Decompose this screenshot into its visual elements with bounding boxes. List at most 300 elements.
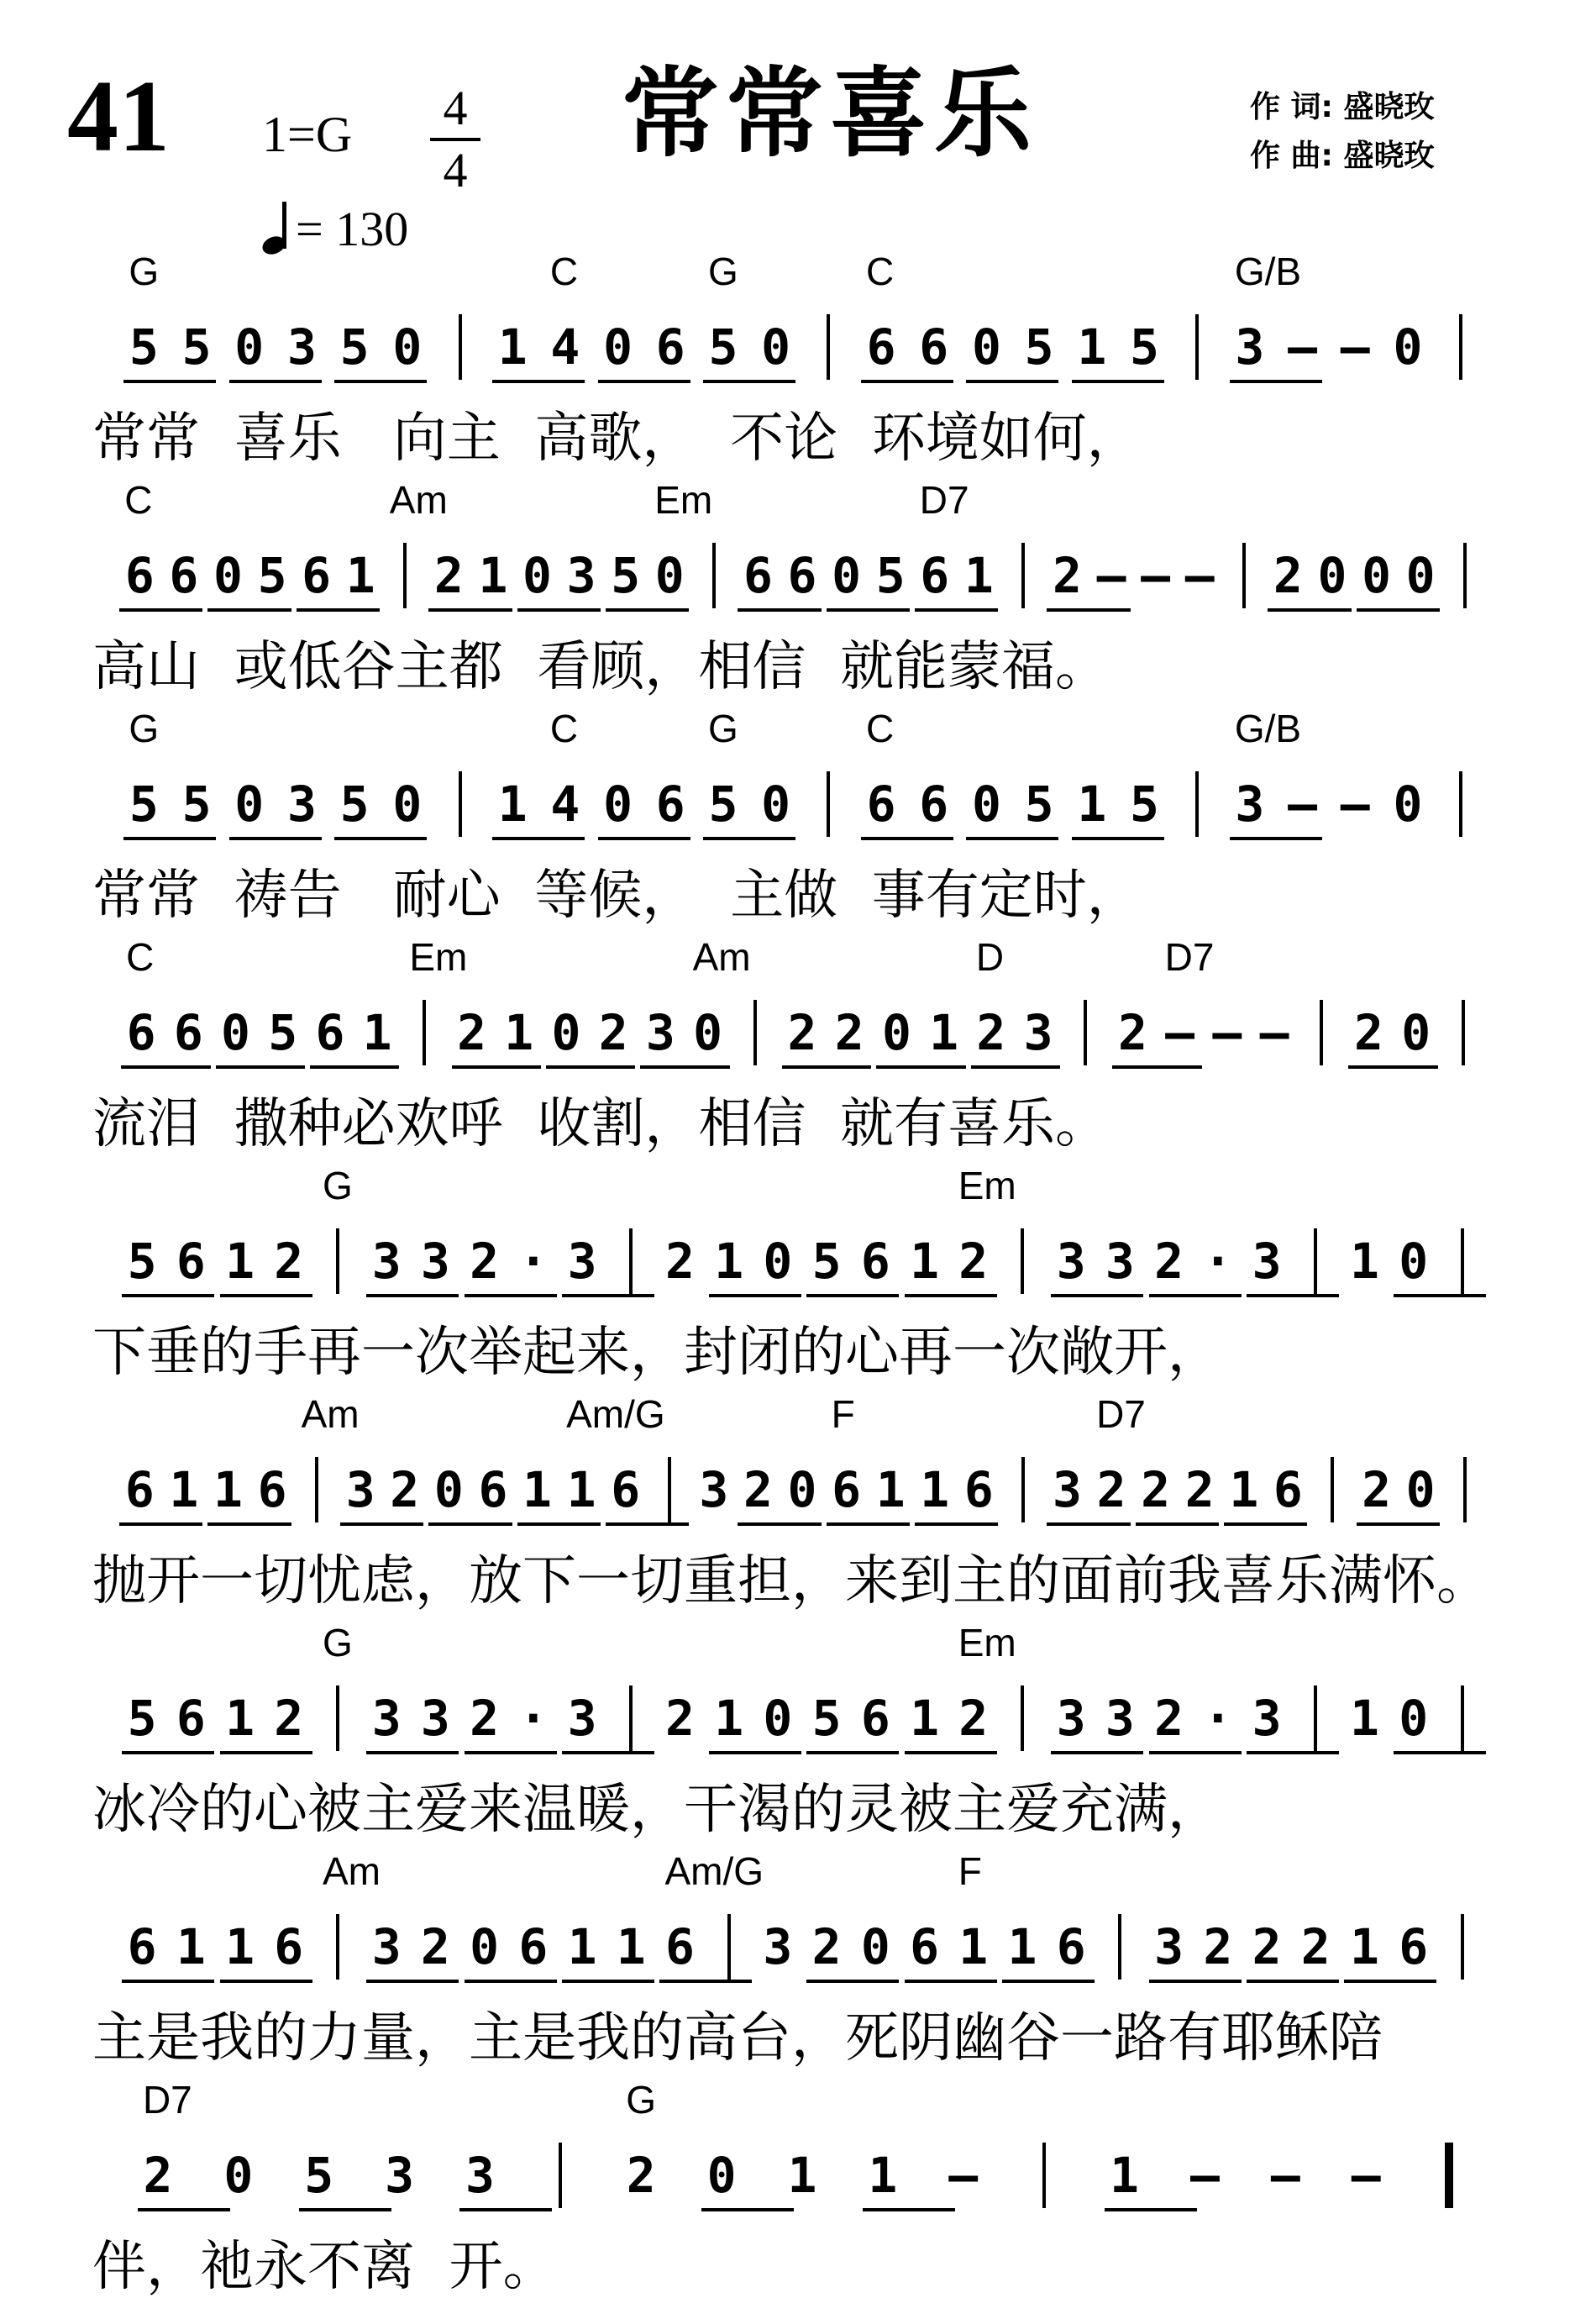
notes-row bbox=[0, 306, 1596, 390]
beam bbox=[310, 1065, 399, 1069]
beam bbox=[297, 608, 380, 612]
beam bbox=[703, 837, 795, 840]
note: 2 bbox=[1184, 1461, 1215, 1518]
note: 1 bbox=[875, 1461, 906, 1518]
beam bbox=[229, 837, 322, 840]
note: 2 bbox=[664, 1233, 695, 1290]
barline bbox=[1195, 771, 1199, 837]
beam bbox=[1357, 608, 1440, 612]
rest: 0 bbox=[971, 776, 1001, 833]
note: 2 bbox=[433, 547, 464, 604]
beam bbox=[216, 1065, 305, 1069]
barline bbox=[1463, 1457, 1467, 1522]
note: 2 bbox=[143, 2147, 173, 2204]
note: 2 bbox=[470, 1233, 500, 1290]
rest: 0 bbox=[1405, 1461, 1436, 1518]
note: 3 bbox=[699, 1461, 729, 1518]
rest: 0 bbox=[706, 2147, 737, 2204]
beam bbox=[1149, 1751, 1242, 1754]
beam bbox=[905, 1294, 997, 1297]
beam bbox=[452, 1065, 541, 1069]
note: 2 bbox=[420, 1918, 450, 1975]
chord-symbol: Em bbox=[409, 935, 468, 979]
rest: 0 bbox=[763, 1690, 793, 1747]
barline bbox=[1461, 1914, 1464, 1980]
dash-sustain: – bbox=[1340, 318, 1370, 376]
note: 1 bbox=[1110, 2147, 1139, 2204]
note: 6 bbox=[257, 1461, 287, 1518]
note: 6 bbox=[919, 776, 949, 833]
dash-sustain: – bbox=[1184, 547, 1215, 604]
beam bbox=[827, 608, 910, 612]
notes-row bbox=[0, 1677, 1596, 1761]
note: 5 bbox=[811, 1233, 842, 1290]
chord-symbol: C bbox=[549, 707, 579, 750]
note: 1 bbox=[522, 1461, 552, 1518]
note: 2 bbox=[1141, 1461, 1171, 1518]
beam bbox=[1230, 380, 1322, 383]
rest: 0 bbox=[693, 1004, 723, 1061]
note: 6 bbox=[478, 1461, 508, 1518]
note: 1 bbox=[1077, 776, 1107, 833]
note: 6 bbox=[611, 1461, 641, 1518]
barline bbox=[336, 1685, 339, 1751]
beam bbox=[1136, 1522, 1219, 1526]
rest: 0 bbox=[1405, 547, 1436, 604]
beam bbox=[428, 1522, 512, 1526]
time-signature bbox=[430, 81, 480, 198]
note: 5 bbox=[127, 1690, 157, 1747]
note: 2 bbox=[664, 1690, 695, 1747]
chord-symbol: C bbox=[866, 707, 895, 750]
note: 6 bbox=[169, 547, 199, 604]
beam bbox=[1224, 1522, 1307, 1526]
beam bbox=[1268, 608, 1351, 612]
chord-symbol: G bbox=[322, 1621, 353, 1664]
barline bbox=[1461, 1685, 1464, 1751]
note: 3 bbox=[763, 1918, 793, 1975]
beam bbox=[334, 380, 427, 383]
beam bbox=[1357, 1522, 1440, 1526]
note: 1 bbox=[567, 1918, 597, 1975]
note: 1 bbox=[1077, 318, 1107, 376]
lyric-line: 主是我的力量，主是我的高台，死阴幽谷一路有耶稣陪 bbox=[92, 2007, 1383, 2069]
note: 1 bbox=[213, 1461, 243, 1518]
note: 3 bbox=[371, 1690, 402, 1747]
note: 6 bbox=[866, 318, 896, 376]
barline bbox=[336, 1914, 339, 1980]
note: 1 bbox=[497, 318, 528, 376]
quarter-note-icon bbox=[262, 202, 287, 254]
barline bbox=[827, 314, 830, 380]
lyric-line: 抛开一切忧虑，放下一切重担，来到主的面前我喜乐满怀。 bbox=[92, 1550, 1490, 1612]
beam bbox=[709, 1294, 801, 1297]
note: 1 bbox=[963, 547, 994, 604]
beam bbox=[709, 1751, 801, 1754]
time-signature-top: 4 bbox=[443, 81, 468, 135]
chord-symbol: Am bbox=[692, 935, 751, 979]
barline bbox=[1314, 1685, 1317, 1751]
note: 3 bbox=[566, 547, 596, 604]
chord-symbol: Am bbox=[301, 1392, 360, 1436]
rest: 0 bbox=[392, 318, 423, 376]
note: 5 bbox=[708, 776, 738, 833]
beam bbox=[1112, 1065, 1201, 1069]
dash-sustain: – bbox=[1288, 318, 1318, 376]
note: · bbox=[1203, 1690, 1233, 1747]
note: 5 bbox=[811, 1690, 842, 1747]
barline bbox=[403, 543, 407, 608]
beam bbox=[876, 1065, 965, 1069]
barline bbox=[1459, 771, 1462, 837]
chord-symbol: D7 bbox=[1096, 1392, 1146, 1436]
note: 3 bbox=[645, 1004, 675, 1061]
barline bbox=[1021, 1457, 1025, 1522]
note: 2 bbox=[958, 1233, 989, 1290]
note: 2 bbox=[1354, 1004, 1383, 1061]
chord-symbol: G bbox=[707, 250, 738, 293]
beam bbox=[220, 1751, 312, 1754]
lyric-line: 下垂的手再一次举起来，封闭的心再一次敞开， bbox=[92, 1322, 1221, 1384]
beam bbox=[1247, 1751, 1339, 1754]
dash-sustain: – bbox=[1340, 776, 1370, 833]
notes-row bbox=[0, 763, 1596, 847]
note: 3 bbox=[1235, 776, 1265, 833]
beam bbox=[966, 380, 1058, 383]
note: 3 bbox=[567, 1233, 597, 1290]
rest: 0 bbox=[551, 1004, 581, 1061]
beam bbox=[465, 1294, 557, 1297]
chord-symbol: D7 bbox=[142, 2078, 192, 2122]
note: 5 bbox=[339, 318, 370, 376]
notes-row bbox=[0, 1906, 1596, 1990]
note: 1 bbox=[1349, 1233, 1379, 1290]
note: 1 bbox=[958, 1918, 989, 1975]
rest: 0 bbox=[1393, 776, 1423, 833]
tempo-marking bbox=[262, 202, 408, 254]
barline bbox=[459, 314, 462, 380]
note: 5 bbox=[1024, 318, 1054, 376]
song-title: 常常喜乐 bbox=[622, 57, 1038, 171]
chord-row bbox=[0, 1623, 1596, 1674]
composer-credit: 作 曲: 盛晓玫 bbox=[1250, 139, 1435, 173]
rest: 0 bbox=[470, 1918, 500, 1975]
note: 6 bbox=[1056, 1918, 1086, 1975]
beam bbox=[562, 1294, 654, 1297]
rest: 0 bbox=[787, 1461, 817, 1518]
chord-symbol: D7 bbox=[1164, 935, 1215, 979]
note: 3 bbox=[1023, 1004, 1053, 1061]
note: 5 bbox=[1130, 318, 1159, 376]
beam bbox=[220, 1980, 312, 1983]
rest: 0 bbox=[860, 1918, 890, 1975]
beam bbox=[366, 1980, 459, 1983]
barline bbox=[1021, 1685, 1024, 1751]
note: 6 bbox=[655, 318, 685, 376]
chord-symbol: Am/G bbox=[566, 1392, 665, 1436]
note: 6 bbox=[173, 1004, 203, 1061]
beam bbox=[220, 1294, 312, 1297]
rest: 0 bbox=[761, 318, 791, 376]
note: 2 bbox=[1203, 1918, 1233, 1975]
beam bbox=[517, 1522, 601, 1526]
barline bbox=[1242, 543, 1246, 608]
note: 5 bbox=[257, 547, 287, 604]
note: 2 bbox=[1053, 547, 1082, 604]
note: 6 bbox=[860, 1690, 890, 1747]
beam bbox=[366, 1294, 459, 1297]
lyric-line: 常常 祷告 耐心 等候， 主做 事有定时， bbox=[92, 865, 1141, 927]
rest: 0 bbox=[234, 318, 265, 376]
dash-sustain: – bbox=[1288, 776, 1318, 833]
chord-symbol: C bbox=[124, 478, 153, 522]
note: 6 bbox=[1273, 1461, 1303, 1518]
note: 6 bbox=[124, 1461, 155, 1518]
beam bbox=[971, 1065, 1060, 1069]
note: 1 bbox=[504, 1004, 534, 1061]
beam bbox=[138, 2208, 230, 2211]
note: 3 bbox=[371, 1233, 402, 1290]
beam bbox=[738, 608, 821, 612]
note: 5 bbox=[268, 1004, 298, 1061]
note: 1 bbox=[1007, 1918, 1037, 1975]
note: 6 bbox=[518, 1918, 549, 1975]
note: 3 bbox=[420, 1233, 450, 1290]
beam bbox=[229, 380, 322, 383]
note: 2 bbox=[457, 1004, 486, 1061]
rest: 0 bbox=[234, 776, 265, 833]
beam bbox=[562, 1751, 654, 1754]
chord-row bbox=[0, 935, 1596, 988]
barline bbox=[423, 1000, 426, 1065]
beam bbox=[207, 1522, 291, 1526]
beam bbox=[1247, 1294, 1339, 1297]
note: 5 bbox=[127, 1233, 157, 1290]
beam bbox=[1047, 1522, 1130, 1526]
rest: 0 bbox=[603, 318, 633, 376]
chord-row bbox=[0, 1166, 1596, 1217]
beam bbox=[428, 608, 512, 612]
beam bbox=[119, 1522, 202, 1526]
note: 4 bbox=[550, 776, 580, 833]
beam bbox=[1230, 837, 1322, 840]
note: 5 bbox=[129, 318, 159, 376]
chord-symbol: G bbox=[626, 2078, 657, 2122]
note: 3 bbox=[1105, 1690, 1135, 1747]
beam bbox=[465, 1751, 557, 1754]
note: 6 bbox=[315, 1004, 345, 1061]
note: 6 bbox=[176, 1233, 206, 1290]
beam bbox=[606, 608, 689, 612]
note: 1 bbox=[566, 1461, 596, 1518]
note: 6 bbox=[743, 547, 773, 604]
note: 1 bbox=[1229, 1461, 1259, 1518]
note: 1 bbox=[714, 1233, 744, 1290]
beam bbox=[905, 1980, 997, 1983]
rest: 0 bbox=[213, 547, 243, 604]
chord-row bbox=[0, 1392, 1596, 1445]
barline bbox=[1462, 1000, 1465, 1065]
beam bbox=[1394, 1294, 1486, 1297]
beam bbox=[492, 380, 585, 383]
note: 6 bbox=[124, 547, 155, 604]
beam bbox=[806, 1980, 899, 1983]
barline bbox=[1042, 2143, 1046, 2208]
barline bbox=[1021, 1228, 1024, 1294]
note: 3 bbox=[1053, 1461, 1082, 1518]
beam bbox=[861, 837, 953, 840]
notes-row bbox=[0, 1220, 1596, 1304]
dash-sustain: – bbox=[1165, 1004, 1195, 1061]
note: 2 bbox=[1117, 1004, 1147, 1061]
note: 2 bbox=[1273, 547, 1303, 604]
barline bbox=[1461, 1228, 1464, 1294]
dash-sustain: – bbox=[948, 2147, 979, 2204]
beam bbox=[915, 608, 998, 612]
beam bbox=[207, 608, 291, 612]
note: 1 bbox=[1349, 1918, 1379, 1975]
lyric-line: 伴，祂永不离 开。 bbox=[92, 2236, 557, 2298]
rest: 0 bbox=[522, 547, 552, 604]
lyric-line: 冰冷的心被主爱来温暖，干渴的灵被主爱充满， bbox=[92, 1779, 1221, 1841]
rest: 0 bbox=[761, 776, 791, 833]
note: 1 bbox=[714, 1690, 744, 1747]
note: 3 bbox=[1056, 1233, 1086, 1290]
note: 6 bbox=[176, 1690, 206, 1747]
beam bbox=[701, 2208, 794, 2211]
note: 5 bbox=[708, 318, 738, 376]
beam bbox=[1072, 380, 1164, 383]
note: 6 bbox=[274, 1918, 304, 1975]
barline bbox=[1021, 543, 1025, 608]
note: 3 bbox=[465, 2147, 495, 2204]
note: 1 bbox=[225, 1690, 255, 1747]
chord-row bbox=[0, 478, 1596, 531]
note: 6 bbox=[126, 1004, 156, 1061]
note: 5 bbox=[129, 776, 159, 833]
note: · bbox=[518, 1233, 549, 1290]
tempo-value: = 130 bbox=[296, 202, 409, 256]
beam bbox=[703, 380, 795, 383]
beam bbox=[827, 1522, 910, 1526]
note: 1 bbox=[910, 1690, 939, 1747]
beam bbox=[1051, 1751, 1143, 1754]
note: 5 bbox=[611, 547, 641, 604]
note: 2 bbox=[787, 1004, 817, 1061]
note: 1 bbox=[868, 2147, 898, 2204]
rest: 0 bbox=[1393, 318, 1423, 376]
note: 1 bbox=[362, 1004, 392, 1061]
beam bbox=[1072, 837, 1164, 840]
beam bbox=[659, 1980, 752, 1983]
rest: 0 bbox=[881, 1004, 911, 1061]
key-signature: 1=G bbox=[262, 107, 353, 162]
beam bbox=[861, 380, 953, 383]
chord-symbol: Am bbox=[322, 1849, 381, 1893]
chord-symbol: Am bbox=[389, 478, 448, 522]
note: 2 bbox=[274, 1233, 304, 1290]
rest: 0 bbox=[1399, 1233, 1429, 1290]
rest: 0 bbox=[221, 1004, 250, 1061]
rest: 0 bbox=[392, 776, 423, 833]
notes-row bbox=[0, 534, 1596, 618]
chord-row bbox=[0, 2080, 1596, 2131]
dash-sustain: – bbox=[1141, 547, 1171, 604]
dash-sustain: – bbox=[1189, 2147, 1220, 2204]
note: 6 bbox=[860, 1233, 890, 1290]
note: 2 bbox=[390, 1461, 420, 1518]
beam bbox=[598, 380, 690, 383]
rest: 0 bbox=[433, 1461, 464, 1518]
note: 5 bbox=[181, 318, 212, 376]
chord-symbol: C bbox=[126, 935, 155, 979]
note: 1 bbox=[225, 1233, 255, 1290]
final-barline bbox=[1445, 2143, 1453, 2208]
note: 4 bbox=[550, 318, 580, 376]
note: 2 bbox=[470, 1690, 500, 1747]
beam bbox=[1149, 1980, 1242, 1983]
rest: 0 bbox=[1317, 547, 1347, 604]
barline bbox=[1084, 1000, 1087, 1065]
note: 3 bbox=[1154, 1918, 1184, 1975]
dash-sustain: – bbox=[1212, 1004, 1242, 1061]
chord-symbol: Em bbox=[654, 478, 713, 522]
chord-symbol: F bbox=[831, 1392, 855, 1436]
note: 2 bbox=[1252, 1918, 1282, 1975]
time-signature-bottom: 4 bbox=[443, 143, 468, 197]
beam bbox=[1348, 1065, 1437, 1069]
beam bbox=[366, 1751, 459, 1754]
chord-symbol: G bbox=[129, 250, 160, 293]
note: 6 bbox=[866, 776, 896, 833]
rest: 0 bbox=[603, 776, 633, 833]
chord-symbol: F bbox=[958, 1849, 982, 1893]
note: 6 bbox=[1399, 1918, 1429, 1975]
note: 1 bbox=[787, 2147, 817, 2204]
rest: 0 bbox=[971, 318, 1001, 376]
rest: 0 bbox=[1399, 1690, 1429, 1747]
beam bbox=[122, 1294, 214, 1297]
barline bbox=[559, 2143, 562, 2208]
barline bbox=[1463, 543, 1467, 608]
beam bbox=[915, 1522, 998, 1526]
beam bbox=[299, 2208, 391, 2211]
dash-sustain: – bbox=[1096, 547, 1126, 604]
beam bbox=[806, 1294, 899, 1297]
lyric-line: 流泪 撒种必欢呼 收割，相信 就有喜乐。 bbox=[92, 1093, 1110, 1155]
notes-row bbox=[0, 1449, 1596, 1533]
barline bbox=[315, 1457, 318, 1522]
note: 5 bbox=[1024, 776, 1054, 833]
beam bbox=[517, 608, 601, 612]
note: 3 bbox=[286, 776, 317, 833]
note: 3 bbox=[1252, 1233, 1282, 1290]
beam bbox=[546, 1065, 635, 1069]
note: 1 bbox=[225, 1918, 255, 1975]
note: 3 bbox=[371, 1918, 402, 1975]
barline bbox=[1314, 1228, 1317, 1294]
beam bbox=[465, 1980, 557, 1983]
note: 6 bbox=[302, 547, 332, 604]
beam bbox=[562, 1980, 654, 1983]
note: 1 bbox=[929, 1004, 959, 1061]
notes-row bbox=[0, 2134, 1596, 2218]
chord-symbol: Em bbox=[958, 1164, 1016, 1207]
chord-row bbox=[0, 1849, 1596, 1902]
chord-symbol: C bbox=[549, 250, 579, 293]
lyric-line: 常常 喜乐 向主 高歌， 不论 环境如何， bbox=[92, 408, 1141, 470]
beam bbox=[119, 608, 202, 612]
